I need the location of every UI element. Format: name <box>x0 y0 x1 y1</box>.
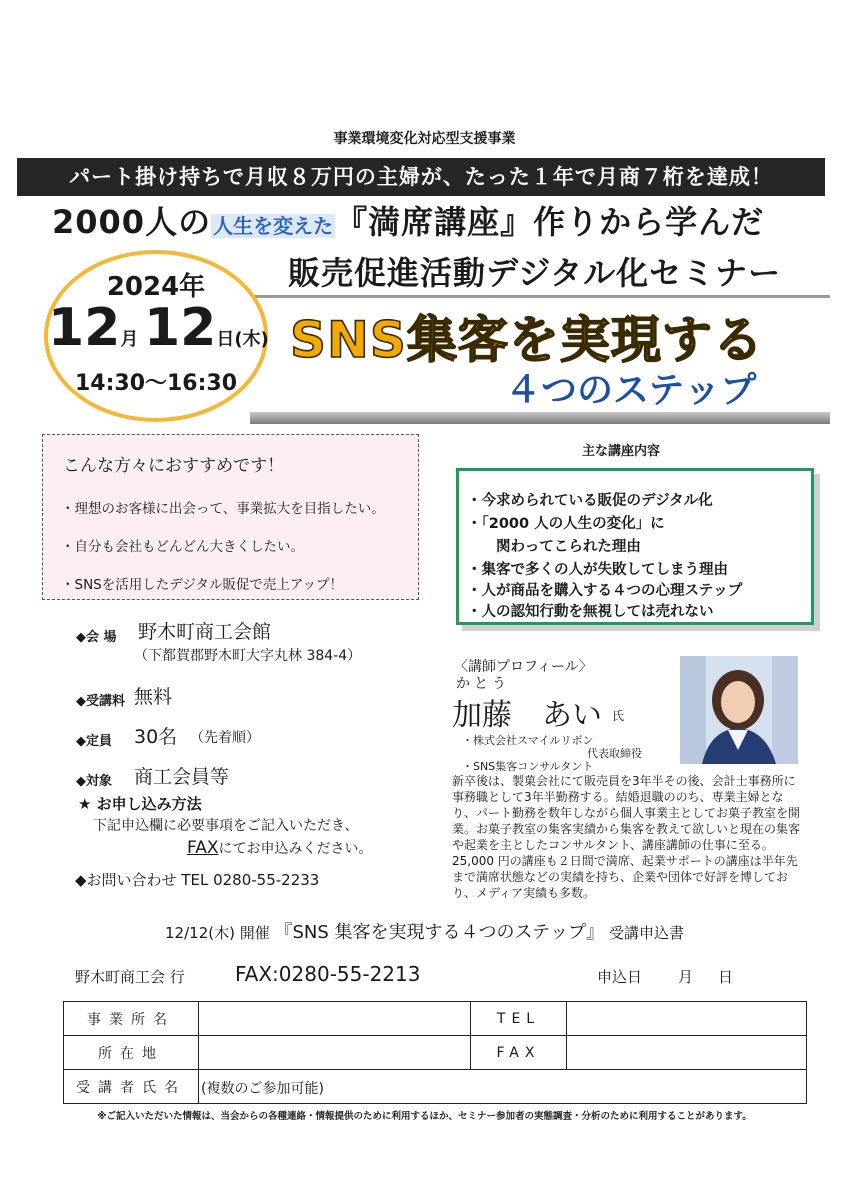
capacity-value: 30名 <box>134 726 178 748</box>
form-title-prefix: 12/12(木) 開催 <box>165 924 270 942</box>
title-part2: 人生を変えた <box>213 214 334 238</box>
title-part1: 2000人の <box>52 203 212 241</box>
profile-suffix: 氏 <box>612 709 625 723</box>
capacity-label: ◆定員 <box>76 734 112 749</box>
course-item: 関わってこられた理由 <box>467 539 641 555</box>
profile-title: ・SNS集客コンサルタント <box>462 760 594 773</box>
address-label: 所在地 <box>64 1036 199 1070</box>
target-value: 商工会員等 <box>134 766 230 788</box>
contact-line: ◆お問い合わせ TEL 0280-55-2233 <box>75 871 320 889</box>
program-label: 事業環境変化対応型支援事業 <box>333 131 516 147</box>
event-day: 12 <box>143 298 217 358</box>
sns-subtitle: ４つのステップ <box>505 370 757 411</box>
course-item: ・「2000 人の人生の変化」に <box>467 516 665 532</box>
capacity-note: （先着順） <box>190 730 260 746</box>
fax-field[interactable] <box>567 1036 807 1070</box>
table-row <box>64 1002 807 1036</box>
event-date <box>48 298 269 358</box>
event-year: 2024年 <box>106 272 206 302</box>
venue-name: 野木町商工会館 <box>138 621 272 643</box>
course-box <box>456 468 814 625</box>
profile-kana: かとう <box>456 676 510 692</box>
profile-name: 加藤 あい <box>452 698 602 733</box>
speaker-photo <box>680 656 798 764</box>
fee-value: 無料 <box>134 686 173 708</box>
headline-banner: パート掛け持ちで月収８万円の主婦が、たった１年で月商７桁を達成！ <box>17 158 825 196</box>
course-heading: 主な講座内容 <box>582 444 661 459</box>
form-fax: FAX:0280-55-2213 <box>235 962 421 986</box>
business-name-label: 事業所名 <box>64 1002 199 1036</box>
apply-line2-text: にてお申込みください。 <box>218 841 373 857</box>
sns-title: SNS集客を実現する <box>290 311 764 369</box>
course-item: ・集客で多くの人が失敗してしまう理由 <box>467 562 728 578</box>
fee-label: ◆受講料 <box>76 694 125 709</box>
address-field[interactable] <box>199 1036 471 1070</box>
main-title-line1 <box>52 197 832 243</box>
attendee-field[interactable] <box>199 1070 807 1104</box>
venue-label: ◆会 場 <box>76 630 117 645</box>
apply-heading: ★ お申し込み方法 <box>78 795 202 813</box>
target-label: ◆対象 <box>76 774 112 789</box>
tel-label: TEL <box>471 1002 567 1036</box>
profile-company: ・株式会社スマイルリボン <box>462 734 594 747</box>
event-month: 12 <box>48 298 121 358</box>
business-name-field[interactable] <box>199 1002 471 1036</box>
course-item: ・人の認知行動を無視しては売れない <box>467 604 714 620</box>
event-time: 14:30〜16:30 <box>74 371 238 396</box>
apply-line1: 下記申込欄に必要事項をご記入いただき、 <box>93 818 359 834</box>
form-title <box>0 918 849 944</box>
recommend-item: ・SNSを活用したデジタル販促で売上アップ！ <box>61 577 343 593</box>
month-unit: 月 <box>120 329 139 350</box>
form-recipient: 野木町商工会 行 <box>75 968 185 986</box>
tel-field[interactable] <box>567 1002 807 1036</box>
profile-heading: 〈講師プロフィール〉 <box>454 659 593 675</box>
date-badge <box>44 250 268 422</box>
recommend-box <box>42 434 419 600</box>
divider-bottom <box>250 412 830 424</box>
form-title-suffix: 受講申込書 <box>608 924 684 942</box>
table-row <box>64 1036 807 1070</box>
form-month-label: 月 <box>678 968 694 986</box>
apply-line2 <box>187 838 373 858</box>
apply-fax: FAX <box>187 838 219 858</box>
form-date-label: 申込日 <box>597 968 643 986</box>
attendee-label: 受講者氏名 <box>64 1070 199 1104</box>
recommend-item: ・自分も会社もどんどん大きくしたい。 <box>61 539 304 555</box>
form-day-label: 日 <box>718 968 734 986</box>
recommend-item: ・理想のお客様に出会って、事業拡大を目指したい。 <box>61 501 385 517</box>
title-part3: 『満席講座』作りから学んだ <box>335 203 765 241</box>
course-item: ・人が商品を購入する４つの心理ステップ <box>467 583 743 599</box>
main-title-line2: 販売促進活動デジタル化セミナー <box>288 254 782 292</box>
privacy-footnote: ※ご記入いただいた情報は、当会からの各種連絡・情報提供のために利用するほか、セミナー参加者の実態調査・分析のために利用することがあります。 <box>97 1111 752 1122</box>
venue-address: （下都賀郡野木町大字丸林 384-4） <box>134 648 362 664</box>
application-table <box>63 1001 807 1104</box>
profile-bio: 新卒後は、製菓会社にて販売員を3年半その後、会計士事務所に事務職として3年半勤務する。結婚退職ののち、専業主婦となり、パート勤務を数年しながら個人事業主としてお菓子教室を開業。お菓子教室の集客実績から集客を教えて欲しいと現在の集客や起業を主としたコンサルタント、講座講師の仕事に至る。25,000 円の講座も２日間で満席、起業サポートの講座は半年先まで満席状態などの実績を持ち、企業や団体で好評を博しており、メディア実績も多数。 <box>452 774 801 900</box>
profile-role: 代表取締役 <box>587 747 642 760</box>
fax-label: FAX <box>471 1036 567 1070</box>
table-row <box>64 1070 807 1104</box>
course-item: ・今求められている販促のデジタル化 <box>467 493 713 509</box>
form-title-main: 『SNS 集客を実現する４つのステップ』 <box>274 922 605 943</box>
recommend-title: こんな方々におすすめです！ <box>63 456 285 476</box>
divider-top <box>250 295 830 298</box>
attendee-note: (複数のご参加可能) <box>201 1080 324 1097</box>
day-unit: 日(木) <box>216 329 269 350</box>
